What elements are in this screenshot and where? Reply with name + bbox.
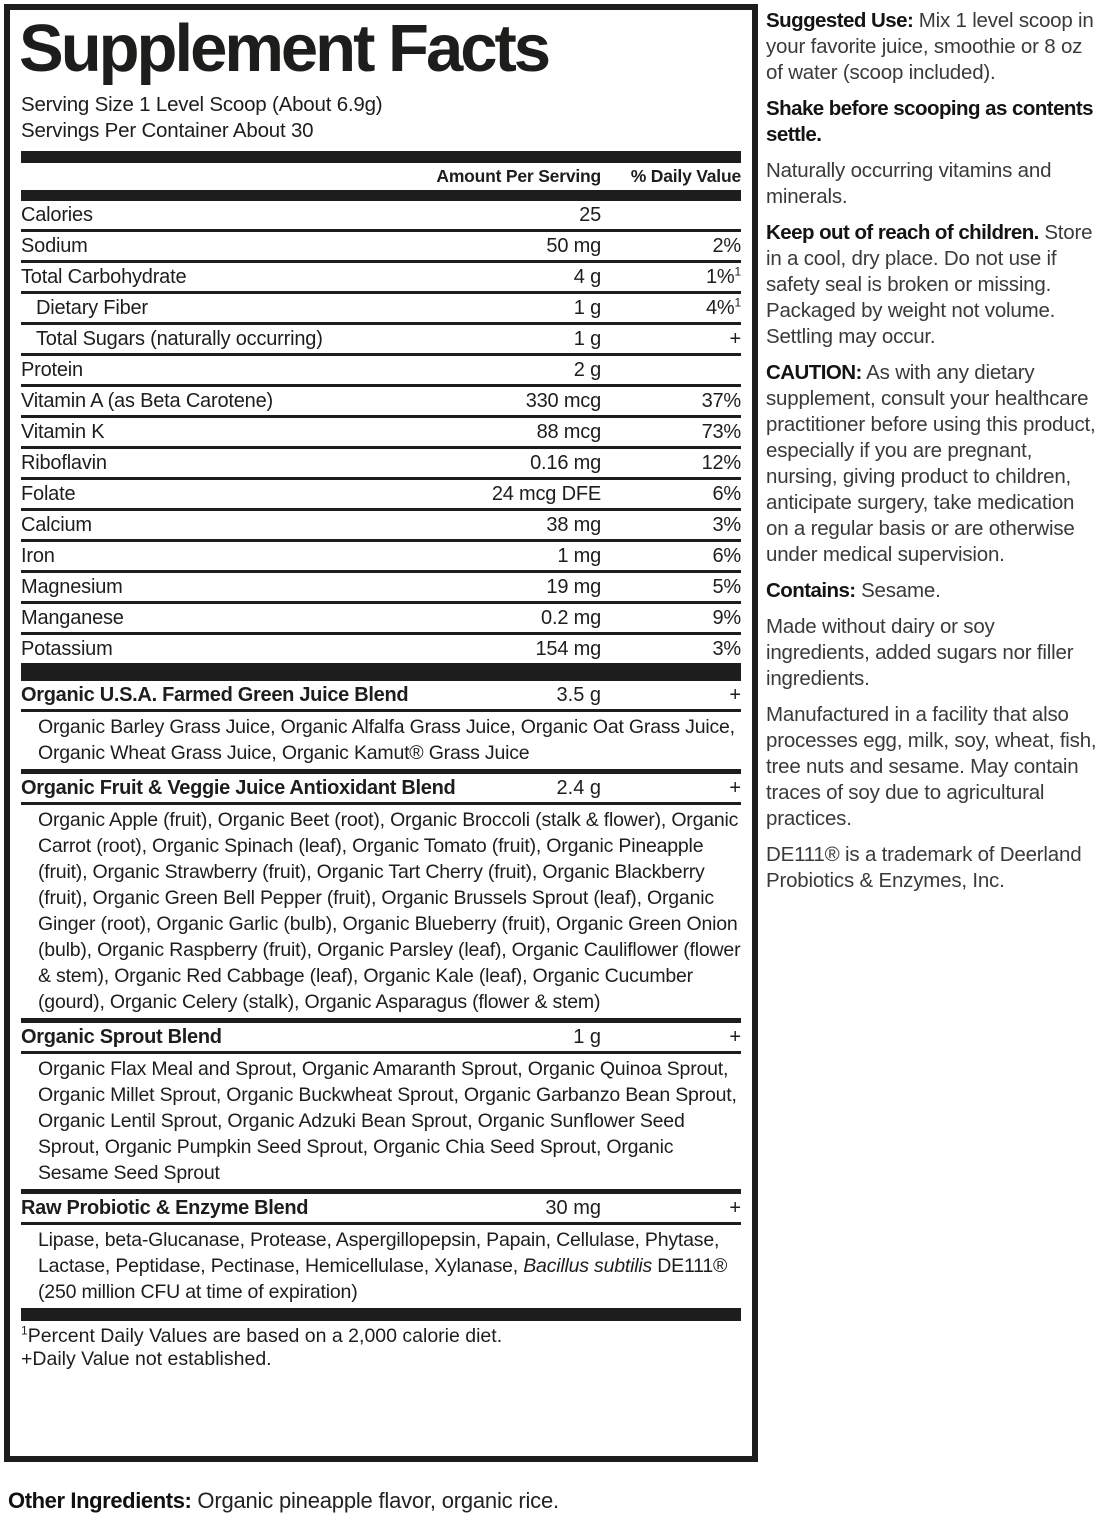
blend-daily-value: + bbox=[729, 777, 741, 799]
blend-daily-value: + bbox=[729, 1197, 741, 1219]
nutrient-amount: 154 mg bbox=[535, 638, 601, 660]
nutrient-row bbox=[21, 449, 741, 480]
nutrient-row bbox=[21, 325, 741, 356]
nutrient-daily-value: 37% bbox=[701, 390, 741, 412]
nutrient-daily-value: 1%$^1$ bbox=[706, 264, 741, 288]
serving-size: Serving Size 1 Level Scoop (About 6.9g) bbox=[21, 93, 383, 116]
nutrient-row bbox=[21, 387, 741, 418]
nutrient-daily-value: 6% bbox=[712, 483, 741, 505]
blend-amount: 1 g bbox=[573, 1026, 601, 1048]
nutrient-amount: 0.2 mg bbox=[541, 607, 601, 629]
blend-daily-value: + bbox=[729, 684, 741, 706]
side-paragraph: Shake before scooping as contents settle. bbox=[766, 97, 1094, 146]
blend-ingredients: Organic Apple (fruit), Organic Beet (root), Organic Broccoli (stalk & flower), Organic Carrot (root), Organic Spinach (leaf), Organic Tomato (fruit), Organic Pineapple (fruit), Organic Strawberry (fruit), Organic Tart Cherry (fruit), Organic Blackberry (fruit), Organic Green Bell Pepper (fruit), Organic Brussels Sprout (leaf), Organic Ginger (root), Organic Garlic (bulb), Organic Blueberry (fruit), Organic Green Onion (bulb), Organic Raspberry (fruit), Organic Parsley (leaf), Organic Cauliflower (flower & stem), Organic Red Cabbage (leaf), Organic Kale (leaf), Organic Cucumber (gourd), Organic Celery (stalk), Organic Asparagus (flower & stem) bbox=[21, 805, 741, 1023]
nutrient-daily-value: 12% bbox=[701, 452, 741, 474]
nutrient-row bbox=[21, 263, 741, 294]
nutrient-label: Protein bbox=[21, 359, 83, 381]
nutrient-row bbox=[21, 356, 741, 387]
column-header-amount: Amount Per Serving bbox=[436, 166, 601, 186]
side-paragraph: Keep out of reach of children. Store in a cool, dry place. Do not use if safety seal is broken or missing. Packaged by weight not volume. Settling may occur. bbox=[766, 221, 1093, 348]
divider-bar bbox=[21, 663, 741, 681]
blend-ingredients: Lipase, beta-Glucanase, Protease, Aspergillopepsin, Papain, Cellulase, Phytase, Lactase, Peptidase, Pectinase, Hemicellulase, Xylanase, Bacillus subtilis DE111® (250 million CFU at time of expiration) bbox=[38, 1229, 728, 1303]
nutrient-row bbox=[21, 232, 741, 263]
nutrient-amount: 2 g bbox=[573, 359, 601, 381]
other-ingredients: Other Ingredients: Organic pineapple flavor, organic rice. bbox=[8, 1488, 559, 1513]
blend-header-row bbox=[21, 774, 741, 805]
nutrient-amount: 19 mg bbox=[546, 576, 601, 598]
nutrient-amount: 24 mcg DFE bbox=[491, 483, 601, 505]
blend-ingredients: Organic Barley Grass Juice, Organic Alfalfa Grass Juice, Organic Oat Grass Juice, Organic Wheat Grass Juice, Organic Kamut® Grass Juice bbox=[21, 712, 741, 774]
nutrient-row bbox=[21, 604, 741, 635]
nutrient-label: Riboflavin bbox=[21, 452, 107, 474]
blend-section bbox=[21, 1023, 741, 1194]
divider-bar bbox=[21, 190, 741, 201]
nutrient-amount: 4 g bbox=[573, 266, 601, 288]
side-paragraph: Suggested Use: Mix 1 level scoop in your favorite juice, smoothie or 8 oz of water (scoop included). bbox=[766, 9, 1094, 84]
blend-table bbox=[21, 681, 741, 1308]
nutrient-daily-value: 3% bbox=[712, 638, 741, 660]
nutrient-amount: 1 mg bbox=[557, 545, 601, 567]
blend-name: Organic Fruit & Veggie Juice Antioxidant Blend bbox=[21, 777, 456, 799]
blend-section bbox=[21, 774, 741, 1023]
nutrient-row bbox=[21, 511, 741, 542]
nutrient-row bbox=[21, 573, 741, 604]
nutrient-label: Potassium bbox=[21, 638, 113, 660]
blend-header-row bbox=[21, 1023, 741, 1054]
blend-amount: 2.4 g bbox=[556, 777, 601, 799]
servings-per-container: Servings Per Container About 30 bbox=[21, 119, 314, 142]
nutrient-label: Vitamin A (as Beta Carotene) bbox=[21, 390, 273, 412]
side-paragraph: Manufactured in a facility that also processes egg, milk, soy, wheat, fish, tree nuts and sesame. May contain traces of soy due to agricultural practices. bbox=[766, 703, 1097, 830]
nutrient-row bbox=[21, 542, 741, 573]
blend-header-row bbox=[21, 1194, 741, 1225]
serving-info bbox=[21, 92, 741, 144]
nutrient-daily-value: 9% bbox=[712, 607, 741, 629]
nutrient-daily-value: 5% bbox=[712, 576, 741, 598]
blend-daily-value: + bbox=[729, 1026, 741, 1048]
nutrient-label: Dietary Fiber bbox=[36, 297, 148, 319]
blend-name: Raw Probiotic & Enzyme Blend bbox=[21, 1197, 309, 1219]
nutrient-daily-value bbox=[601, 201, 741, 229]
blend-name: Organic Sprout Blend bbox=[21, 1026, 222, 1048]
nutrient-amount: 88 mcg bbox=[536, 421, 601, 443]
blend-amount: 30 mg bbox=[545, 1197, 601, 1219]
side-paragraph: DE111® is a trademark of Deerland Probiotics & Enzymes, Inc. bbox=[766, 843, 1082, 892]
nutrient-label: Calcium bbox=[21, 514, 92, 536]
nutrient-label: Calories bbox=[21, 204, 93, 226]
nutrient-row bbox=[21, 294, 741, 325]
supplement-facts-panel bbox=[4, 4, 758, 1462]
side-paragraph: Naturally occurring vitamins and minerals. bbox=[766, 159, 1052, 208]
facts-title: Supplement Facts bbox=[19, 11, 549, 86]
table-column-headers bbox=[21, 163, 741, 190]
blend-ingredients: Organic Flax Meal and Sprout, Organic Amaranth Sprout, Organic Quinoa Sprout, Organic Millet Sprout, Organic Buckwheat Sprout, Organic Garbanzo Bean Sprout, Organic Lentil Sprout, Organic Adzuki Bean Sprout, Organic Sunflower Seed Sprout, Organic Pumpkin Seed Sprout, Organic Chia Seed Sprout, Organic Sesame Seed Sprout bbox=[21, 1054, 741, 1194]
nutrient-daily-value: 3% bbox=[712, 514, 741, 536]
nutrient-label: Vitamin K bbox=[21, 421, 105, 443]
nutrient-row bbox=[21, 480, 741, 511]
nutrient-label: Sodium bbox=[21, 235, 88, 257]
nutrient-label: Folate bbox=[21, 483, 76, 505]
nutrient-amount: 0.16 mg bbox=[530, 452, 601, 474]
column-header-daily-value: % Daily Value bbox=[630, 166, 741, 186]
blend-section bbox=[21, 681, 741, 774]
nutrient-amount: 50 mg bbox=[546, 235, 601, 257]
nutrient-row bbox=[21, 201, 741, 232]
nutrient-amount: 1 g bbox=[573, 328, 601, 350]
nutrient-label: Manganese bbox=[21, 607, 124, 629]
footnote-daily-value: $^1$Percent Daily Values are based on a 2,000 calorie diet. bbox=[21, 1323, 503, 1347]
nutrient-label: Total Sugars (naturally occurring) bbox=[36, 328, 323, 350]
nutrient-row bbox=[21, 418, 741, 449]
nutrient-amount: 1 g bbox=[573, 297, 601, 319]
nutrient-amount: 38 mg bbox=[546, 514, 601, 536]
footnote-plus: +Daily Value not established. bbox=[21, 1348, 272, 1370]
blend-amount: 3.5 g bbox=[556, 684, 601, 706]
nutrient-daily-value: 73% bbox=[701, 421, 741, 443]
nutrient-daily-value: 6% bbox=[712, 545, 741, 567]
blend-name: Organic U.S.A. Farmed Green Juice Blend bbox=[21, 684, 409, 706]
blend-header-row bbox=[21, 681, 741, 712]
nutrient-table bbox=[21, 201, 741, 663]
nutrient-amount: 330 mcg bbox=[525, 390, 601, 412]
divider-bar bbox=[21, 1308, 741, 1321]
nutrient-daily-value bbox=[601, 356, 741, 384]
footnotes bbox=[21, 1321, 741, 1375]
side-paragraph: Contains: Sesame. bbox=[766, 579, 941, 602]
nutrient-amount: 25 bbox=[579, 204, 601, 226]
nutrient-row bbox=[21, 635, 741, 663]
nutrient-label: Total Carbohydrate bbox=[21, 266, 187, 288]
divider-bar bbox=[21, 151, 741, 163]
nutrient-daily-value: + bbox=[729, 328, 741, 350]
nutrient-daily-value: 4%$^1$ bbox=[706, 295, 741, 319]
nutrient-label: Iron bbox=[21, 545, 55, 567]
blend-section bbox=[21, 1194, 741, 1308]
side-paragraph: CAUTION: As with any dietary supplement, consult your healthcare practitioner before using this product, especially if you are pregnant, nursing, giving product to children, anticipate surgery, take medication on a regular basis or are otherwise under medical supervision. bbox=[766, 361, 1096, 566]
nutrient-daily-value: 2% bbox=[712, 235, 741, 257]
side-paragraph: Made without dairy or soy ingredients, added sugars nor filler ingredients. bbox=[766, 615, 1074, 690]
side-panel bbox=[766, 8, 1097, 904]
nutrient-label: Magnesium bbox=[21, 576, 123, 598]
